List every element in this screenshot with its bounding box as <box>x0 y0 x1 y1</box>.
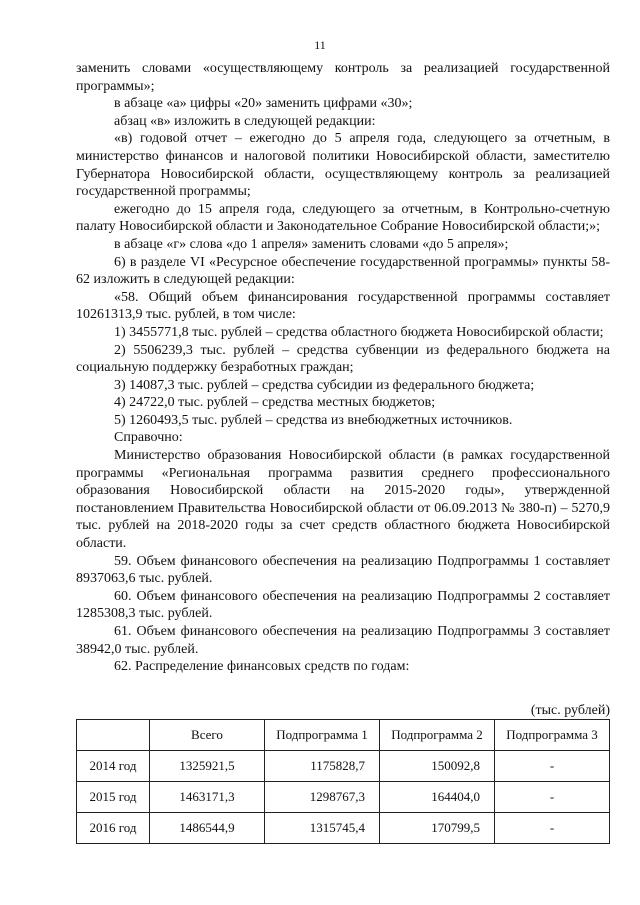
table-cell: 1315745,4 <box>265 813 380 844</box>
table-header-cell <box>77 720 150 751</box>
table-cell: 1486544,9 <box>150 813 265 844</box>
table-cell-year: 2014 год <box>77 751 150 782</box>
paragraph: 61. Объем финансового обеспечения на реализацию Подпрограммы 3 составляет 38942,0 тыс. рублей. <box>76 624 610 657</box>
table-header-cell: Подпрограмма 1 <box>265 720 380 751</box>
paragraph: 6) в разделе VI «Ресурсное обеспечение государственной программы» пункты 58-62 изложить в следующей редакции: <box>76 254 610 288</box>
table-cell: 170799,5 <box>380 813 495 844</box>
table-cell: 164404,0 <box>380 782 495 813</box>
table-cell-year: 2015 год <box>77 782 150 813</box>
paragraph: 4) 24722,0 тыс. рублей – средства местных бюджетов; <box>114 395 436 411</box>
paragraph: абзац «в» изложить в следующей редакции: <box>114 113 376 129</box>
table-header-cell: Всего <box>150 720 265 751</box>
table-cell: - <box>495 782 610 813</box>
table-row <box>77 813 610 844</box>
page-number: 11 <box>314 38 326 52</box>
table-row <box>77 751 610 782</box>
table-header-cell: Подпрограмма 3 <box>495 720 610 751</box>
paragraph: 2) 5506239,3 тыс. рублей – средства субвенции из федерального бюджета на социальную поддержку безработных граждан; <box>76 342 610 376</box>
paragraph: ежегодно до 15 апреля года, следующего за отчетным, в Контрольно-счетную палату Новосибирской области и Законодательное Собрание Новосибирской области;»; <box>76 201 610 235</box>
paragraph: 59. Объем финансового обеспечения на реализацию Подпрограммы 1 составляет 8937063,6 тыс. рублей. <box>76 553 610 587</box>
paragraph: в абзаце «г» слова «до 1 апреля» заменить словами «до 5 апреля»; <box>114 236 509 252</box>
table-cell: 150092,8 <box>380 751 495 782</box>
table-cell: 1175828,7 <box>265 751 380 782</box>
paragraph: 62. Распределение финансовых средств по годам: <box>114 659 410 675</box>
table-cell: 1325921,5 <box>150 751 265 782</box>
table-cell: 1463171,3 <box>150 782 265 813</box>
document-body <box>76 60 610 676</box>
paragraph: Министерство образования Новосибирской области (в рамках государственной программы «Региональная программа развития среднего профессионального образования Новосибирской области на 2015-2020 годы», утвержденной постановлением Правительства Новосибирской области от 06.09.2013 № 380-п) – 5270,9 тыс. рублей на 2018-2020 годы за счет средств областного бюджета Новосибирской области. <box>76 448 610 552</box>
financing-table <box>76 719 610 844</box>
table-header-cell: Подпрограмма 2 <box>380 720 495 751</box>
paragraph: 1) 3455771,8 тыс. рублей – средства областного бюджета Новосибирской области; <box>114 324 604 340</box>
table-header-row <box>77 720 610 751</box>
paragraph: Справочно: <box>114 430 183 446</box>
table-cell: - <box>495 813 610 844</box>
paragraph: 3) 14087,3 тыс. рублей – средства субсидии из федерального бюджета; <box>114 377 535 393</box>
paragraph: 60. Объем финансового обеспечения на реализацию Подпрограммы 2 составляет 1285308,3 тыс. рублей. <box>76 588 610 622</box>
table-cell-year: 2016 год <box>77 813 150 844</box>
table-unit-label: (тыс. рублей) <box>530 703 610 718</box>
table-cell: 1298767,3 <box>265 782 380 813</box>
paragraph: в абзаце «а» цифры «20» заменить цифрами «30»; <box>114 96 413 112</box>
paragraph: «в) годовой отчет – ежегодно до 5 апреля года, следующего за отчетным, в министерство финансов и налоговой политики Новосибирской области, заместителю Губернатора Новосибирской области, осуществляющему контроль за реализацией государственной программы; <box>76 131 610 200</box>
paragraph: заменить словами «осуществляющему контроль за реализацией государственной программы»; <box>76 61 610 94</box>
paragraph: 5) 1260493,5 тыс. рублей – средства из внебюджетных источников. <box>114 412 513 428</box>
table-row <box>77 782 610 813</box>
paragraph: «58. Общий объем финансирования государственной программы составляет 10261313,9 тыс. рублей, в том числе: <box>76 289 610 323</box>
table-cell: - <box>495 751 610 782</box>
